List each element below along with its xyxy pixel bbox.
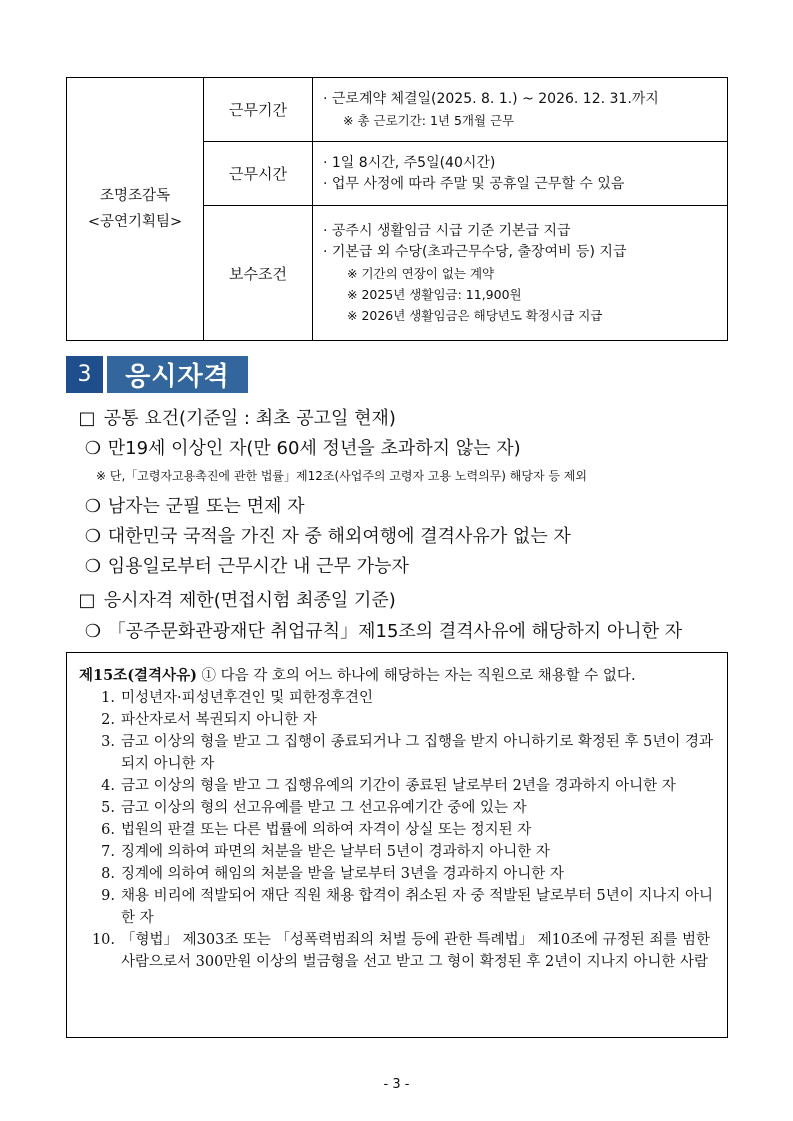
list-item-text: 징계에 의하여 해임의 처분을 받을 날로부터 3년을 경과하지 아니한 자 xyxy=(121,866,564,882)
circle-bullet-icon: ❍ xyxy=(84,438,102,459)
list-item-number: 10. xyxy=(91,932,115,948)
label-work-hours: 근무시간 xyxy=(204,142,313,206)
article-clause: ① 다음 각 호의 어느 하나에 해당하는 자는 직원으로 채용할 수 없다. xyxy=(196,668,636,684)
list-item xyxy=(79,797,715,819)
list-item-text: 금고 이상의 형의 선고유예를 받고 그 선고유예기간 중에 있는 자 xyxy=(121,800,527,816)
article-15-box xyxy=(66,652,728,1038)
section-header xyxy=(66,356,248,393)
list-item-text: 미성년자·피성년후견인 및 피한정후견인 xyxy=(121,690,373,706)
list-item xyxy=(79,775,715,797)
list-item-text: 금고 이상의 형을 받고 그 집행유예의 기간이 종료된 날로부터 2년을 경과하지 아니한 자 xyxy=(121,778,676,794)
list-item-number: 9. xyxy=(101,888,115,904)
list-item xyxy=(79,929,715,973)
content-work-hours xyxy=(313,142,728,206)
role-cell xyxy=(67,78,204,341)
list-item-text: 채용 비리에 적발되어 재단 직원 채용 합격이 취소된 자 중 적발된 날로부터 5년이 지나지 아니한 자 xyxy=(121,888,714,926)
restriction-heading xyxy=(76,586,396,612)
list-item xyxy=(79,687,715,709)
restriction-item xyxy=(84,617,682,643)
list-item-number: 4. xyxy=(101,778,115,794)
list-item-text: 징계에 의하여 파면의 처분을 받은 날부터 5년이 경과하지 아니한 자 xyxy=(121,844,550,860)
checkbox-square-icon: □ xyxy=(78,408,96,429)
requirement-item-nationality xyxy=(84,522,571,548)
article-items xyxy=(79,687,715,973)
section-title: 응시자격 xyxy=(107,356,248,393)
requirement-item-age xyxy=(84,434,521,460)
list-item-text: 금고 이상의 형을 받고 그 집행이 종료되거나 그 집행을 받지 아니하기로 확정된 후 5년이 경과되지 아니한 자 xyxy=(121,734,714,772)
pay-line-1: · 공주시 생활임금 시급 기준 기본급 지급 xyxy=(323,222,571,239)
requirement-availability-text: 임용일로부터 근무시간 내 근무 가능자 xyxy=(107,556,409,577)
list-item-number: 8. xyxy=(101,866,115,882)
list-item-number: 5. xyxy=(101,800,115,816)
list-item-number: 6. xyxy=(101,822,115,838)
list-item xyxy=(79,819,715,841)
section-number: 3 xyxy=(66,356,103,393)
work-period-note: ※ 총 근로기간: 1년 5개월 근무 xyxy=(343,112,515,128)
list-item-number: 3. xyxy=(101,734,115,750)
requirement-age-text: 만19세 이상인 자(만 60세 정년을 초과하지 않는 자) xyxy=(107,438,521,459)
circle-bullet-icon: ❍ xyxy=(84,621,102,642)
circle-bullet-icon: ❍ xyxy=(84,496,102,517)
list-item-number: 2. xyxy=(101,712,115,728)
requirement-item-military xyxy=(84,492,305,518)
work-period-line: · 근로계약 체결일(2025. 8. 1.) ~ 2026. 12. 31.까지 xyxy=(323,90,659,107)
article-title: 제15조(결격사유) xyxy=(79,667,197,684)
requirement-item-availability xyxy=(84,552,409,578)
requirement-military-text: 남자는 군필 또는 면제 자 xyxy=(107,496,305,517)
restriction-heading-text: 응시자격 제한(면접시험 최종일 기준) xyxy=(103,590,396,611)
circle-bullet-icon: ❍ xyxy=(84,556,102,577)
content-work-period xyxy=(313,78,728,142)
pay-note-3: ※ 2026년 생활임금은 해당년도 확정시급 지급 xyxy=(347,307,603,323)
list-item-number: 7. xyxy=(101,844,115,860)
list-item xyxy=(79,863,715,885)
label-pay: 보수조건 xyxy=(204,206,313,341)
requirement-age-note: ※ 단,「고령자고용촉진에 관한 법률」제12조(사업주의 고령자 고용 노력의무) 해당자 등 제외 xyxy=(96,469,587,483)
list-item xyxy=(79,841,715,863)
pay-note-1: ※ 기간의 연장이 없는 계약 xyxy=(347,265,495,281)
page-number: - 3 - xyxy=(383,1077,410,1092)
requirement-nationality-text: 대한민국 국적을 가진 자 중 해외여행에 결격사유가 없는 자 xyxy=(107,526,571,547)
list-item xyxy=(79,885,715,929)
list-item xyxy=(79,731,715,775)
role-team: <공연기획팀> xyxy=(87,214,183,230)
label-work-period: 근무기간 xyxy=(204,78,313,142)
list-item-number: 1. xyxy=(101,690,115,706)
role-title: 조명조감독 xyxy=(99,188,171,204)
article-heading xyxy=(79,665,715,687)
list-item xyxy=(79,709,715,731)
checkbox-square-icon: □ xyxy=(78,590,96,611)
list-item-text: 법원의 판결 또는 다른 법률에 의하여 자격이 상실 또는 정지된 자 xyxy=(121,822,532,838)
common-requirements-heading xyxy=(76,404,396,430)
pay-line-2: · 기본급 외 수당(초과근무수당, 출장여비 등) 지급 xyxy=(323,243,627,260)
content-pay xyxy=(313,206,728,341)
list-item-text: 파산자로서 복권되지 아니한 자 xyxy=(121,712,317,728)
work-hours-line-2: · 업무 사정에 따라 주말 및 공휴일 근무할 수 있음 xyxy=(323,175,625,192)
row-work-period xyxy=(67,78,728,142)
circle-bullet-icon: ❍ xyxy=(84,526,102,547)
conditions-table xyxy=(66,77,728,341)
work-hours-line-1: · 1일 8시간, 주5일(40시간) xyxy=(323,154,496,171)
list-item-text: 「형법」 제303조 또는 「성폭력범죄의 처벌 등에 관한 특례법」 제10조에 규정된 죄를 범한 사람으로서 300만원 이상의 벌금형을 선고 받고 그 형이 확정된 후 2년이 지나지 아니한 사람 xyxy=(121,932,711,970)
pay-note-2: ※ 2025년 생활임금: 11,900원 xyxy=(347,286,522,302)
common-requirements-text: 공통 요건(기준일 : 최초 공고일 현재) xyxy=(103,408,396,429)
restriction-item-text: 「공주문화관광재단 취업규칙」제15조의 결격사유에 해당하지 아니한 자 xyxy=(107,621,683,642)
